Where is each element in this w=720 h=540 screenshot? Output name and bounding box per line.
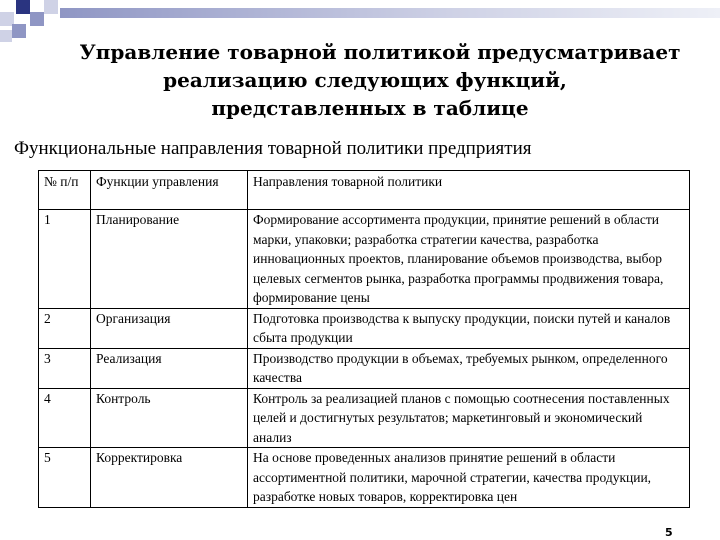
deco-square-light (44, 0, 58, 14)
row-num: 2 (39, 308, 91, 348)
header-function: Функции управления (91, 171, 248, 210)
title-line-3: представленных в таблице (211, 96, 529, 120)
title-line-1: Управление товарной политикой предусматривает (79, 40, 681, 64)
table-row (39, 308, 690, 348)
deco-square-dark (16, 0, 30, 14)
row-direction: На основе проведенных анализов принятие решений в области ассортиментной политики, марочной стратегии, качества продукции, разработке новых товаров, корректировка цен (248, 448, 690, 508)
header-direction: Направления товарной политики (248, 171, 690, 210)
row-direction: Подготовка производства к выпуску продукции, поиски путей и каналов сбыта продукции (248, 308, 690, 348)
row-direction: Производство продукции в объемах, требуемых рынком, определенного качества (248, 348, 690, 388)
table-row (39, 348, 690, 388)
functions-table (38, 170, 690, 508)
deco-square-mid (30, 12, 44, 26)
row-function: Контроль (91, 388, 248, 448)
row-function: Корректировка (91, 448, 248, 508)
table-header-row (39, 171, 690, 210)
deco-gradient-bar (60, 8, 720, 18)
title-line-2: реализацию следующих функций, (163, 68, 567, 92)
row-num: 4 (39, 388, 91, 448)
row-num: 3 (39, 348, 91, 388)
page-number: 5 (665, 526, 673, 539)
row-num: 1 (39, 210, 91, 309)
table-row (39, 388, 690, 448)
row-direction: Формирование ассортимента продукции, принятие решений в области марки, упаковки; разработка стратегии качества, разработка инновационных проектов, планирование объемов производства, выбор целевых сегментов рынка, разработка программы продвижения товара, формирование цены (248, 210, 690, 309)
deco-square-mid (12, 24, 26, 38)
row-direction: Контроль за реализацией планов с помощью соотнесения поставленных целей и достигнутых результатов; маркетинговый и экономический анализ (248, 388, 690, 448)
table-row (39, 448, 690, 508)
row-function: Реализация (91, 348, 248, 388)
table-row (39, 210, 690, 309)
slide-title (0, 38, 720, 122)
row-function: Планирование (91, 210, 248, 309)
row-function: Организация (91, 308, 248, 348)
header-num: № п/п (39, 171, 91, 210)
table-caption: Функциональные направления товарной политики предприятия (14, 138, 532, 159)
row-num: 5 (39, 448, 91, 508)
